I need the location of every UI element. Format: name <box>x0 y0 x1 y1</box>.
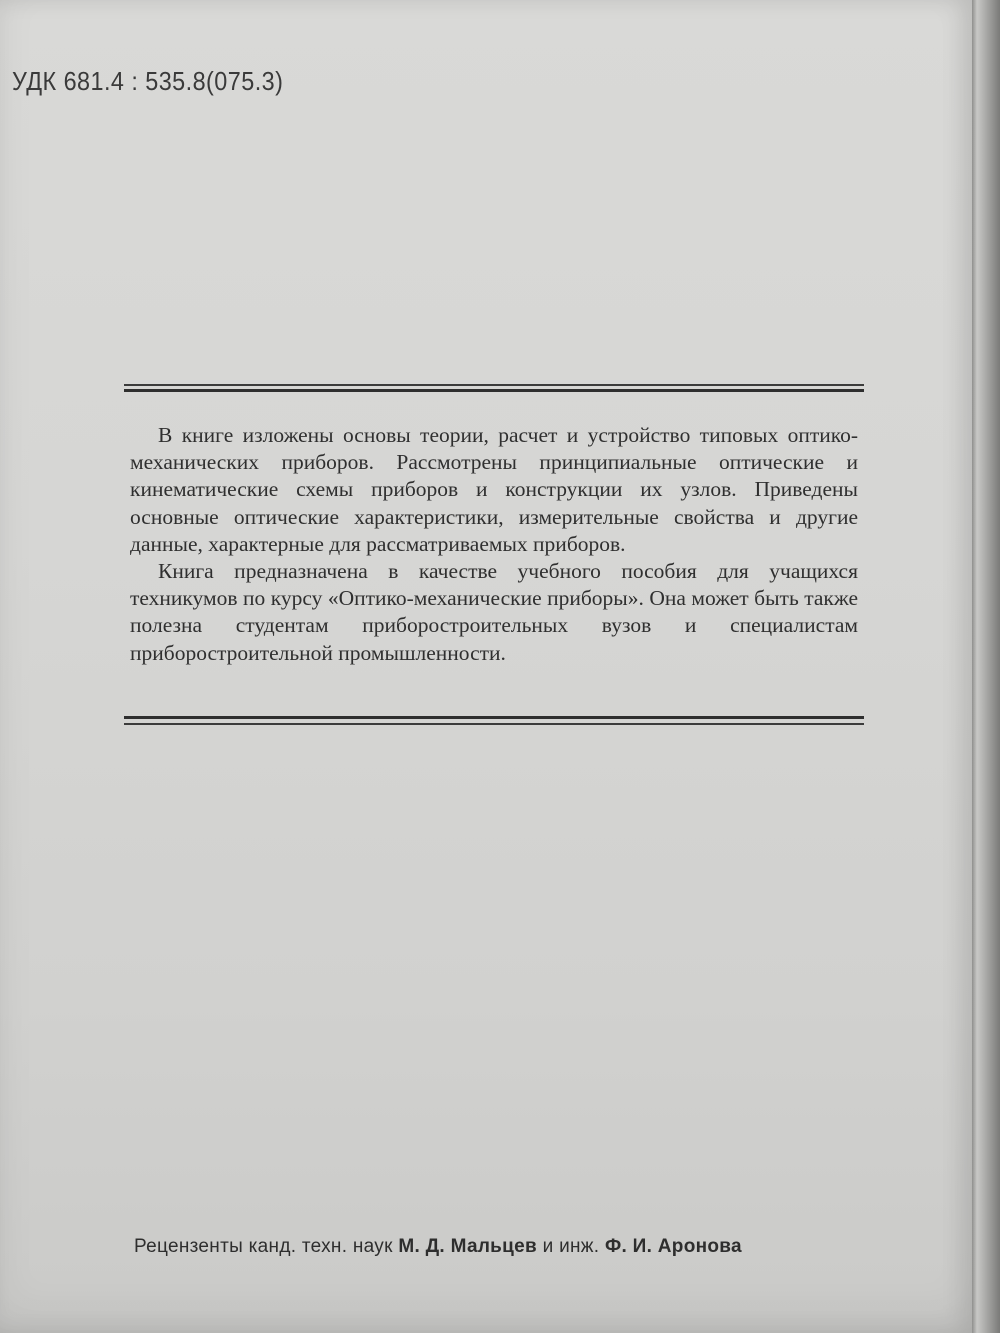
reviewers-prefix: Рецензенты канд. техн. наук <box>134 1236 393 1257</box>
bottom-rule-thin-line <box>124 723 864 725</box>
reviewers-line <box>134 1236 874 1258</box>
abstract-paragraph-2: Книга предназначена в качестве учебного пособия для учащихся техникумов по курсу «Оптико-механические приборы». Она может быть также полезна студентам приборостроительных вузов и специалистам приборостроительной промышленности. <box>130 559 858 665</box>
reviewer-name-2: Ф. И. Аронова <box>604 1236 742 1257</box>
reviewers-middle: и инж. <box>542 1236 600 1257</box>
top-rule-thin-line <box>124 384 864 386</box>
reviewer-name-1: М. Д. Мальцев <box>398 1236 537 1257</box>
bottom-double-rule <box>124 716 864 725</box>
udc-code: УДК 681.4 : 535.8(075.3) <box>12 66 284 96</box>
book-abstract <box>130 422 858 667</box>
bottom-rule-thick-line <box>124 716 864 719</box>
abstract-paragraph-1: В книге изложены основы теории, расчет и устройство типовых оптико-механических приборов. Рассмотрены принципиальные оптические и кинематические схемы приборов и конструкции их узлов. Приведены основные оптические характеристики, измерительные свойства и другие данные, характерные для рассматриваемых приборов. <box>130 423 858 556</box>
top-rule-thick-line <box>124 389 864 392</box>
top-double-rule <box>124 384 864 392</box>
page-edge <box>972 0 1000 1333</box>
